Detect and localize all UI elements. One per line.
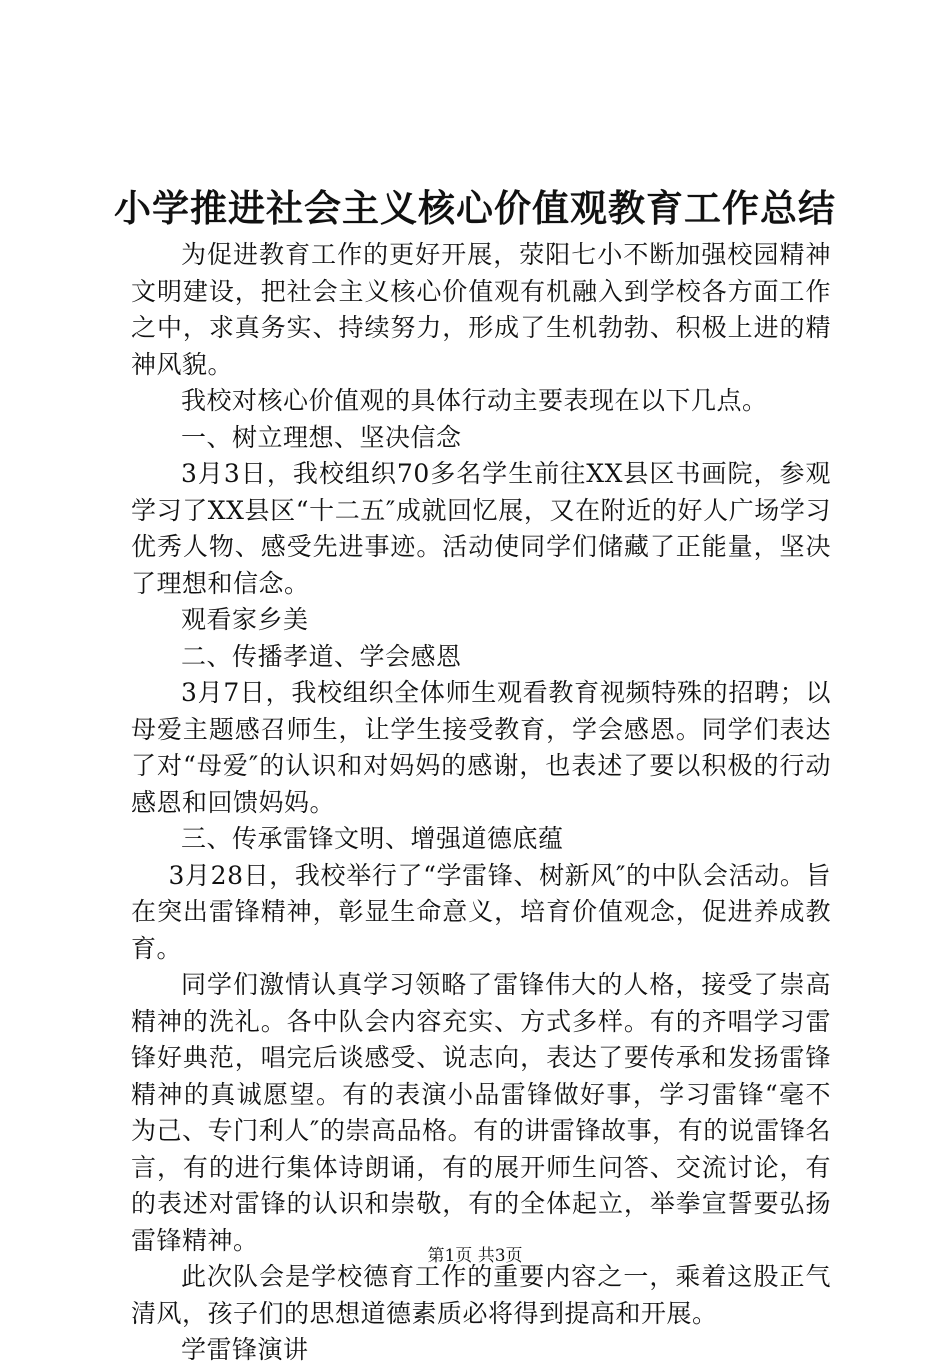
- section-heading-2: 二、传播孝道、学会感恩: [181, 641, 462, 671]
- page-footer: 第1页 共3页: [427, 1246, 523, 1266]
- paragraph-activities: 同学们激情认真学习领略了雷锋伟大的人格，接受了崇高精神的洗礼。各中队会内容充实、方式多样。有的齐唱学习雷锋好典范，唱完后谈感受、说志向，表达了要传承和发扬雷锋精神的真诚愿望。有的表演小品雷锋做好事，学习雷锋“毫不为己、专门利人″的崇高品格。有的讲雷锋故事，有的说雷锋名言，有的进行集体诗朗诵，有的展开师生问答、交流讨论，有的表述对雷锋的认识和崇敬，有的全体起立，举拳宣誓要弘扬雷锋精神。: [131, 970, 831, 1255]
- document-body: [131, 237, 831, 1369]
- paragraph-section-2: 3月7日，我校组织全体师生观看教育视频特殊的招聘；以母爱主题感召师生，让学生接受教育，学会感恩。同学们表达了对“母爱″的认识和对妈妈的感谢，也表述了要以积极的行动感恩和回馈妈妈。: [131, 678, 831, 817]
- paragraph-conclusion: 此次队会是学校德育工作的重要内容之一，乘着这股正气清风，孩子们的思想道德素质必将得到提高和开展。: [131, 1262, 831, 1328]
- document-title: 小学推进社会主义核心价值观教育工作总结: [114, 187, 836, 230]
- paragraph-intro: 为促进教育工作的更好开展，荥阳七小不断加强校园精神文明建设，把社会主义核心价值观有机融入到学校各方面工作之中，求真务实、持续努力，形成了生机勃勃、积极上进的精神风貌。: [131, 240, 831, 379]
- subheading-speech: 学雷锋演讲: [181, 1335, 309, 1364]
- section-heading-1: 一、树立理想、坚决信念: [181, 422, 462, 452]
- paragraph-section-3: 3月28日，我校举行了“学雷锋、树新风″的中队会活动。旨在突出雷锋精神，彰显生命意义，培育价值观念，促进养成教育。: [131, 860, 831, 963]
- paragraph-summary-lead: 我校对核心价值观的具体行动主要表现在以下几点。: [181, 386, 768, 415]
- subheading-hometown: 观看家乡美: [181, 605, 309, 634]
- paragraph-section-1: 3月3日，我校组织70多名学生前往XX县区书画院，参观学习了XX县区“十二五″成就回忆展，又在附近的好人广场学习优秀人物、感受先进事迹。活动使同学们储藏了正能量，坚决了理想和信念。: [131, 459, 831, 598]
- section-heading-3: 三、传承雷锋文明、增强道德底蕴: [181, 824, 564, 853]
